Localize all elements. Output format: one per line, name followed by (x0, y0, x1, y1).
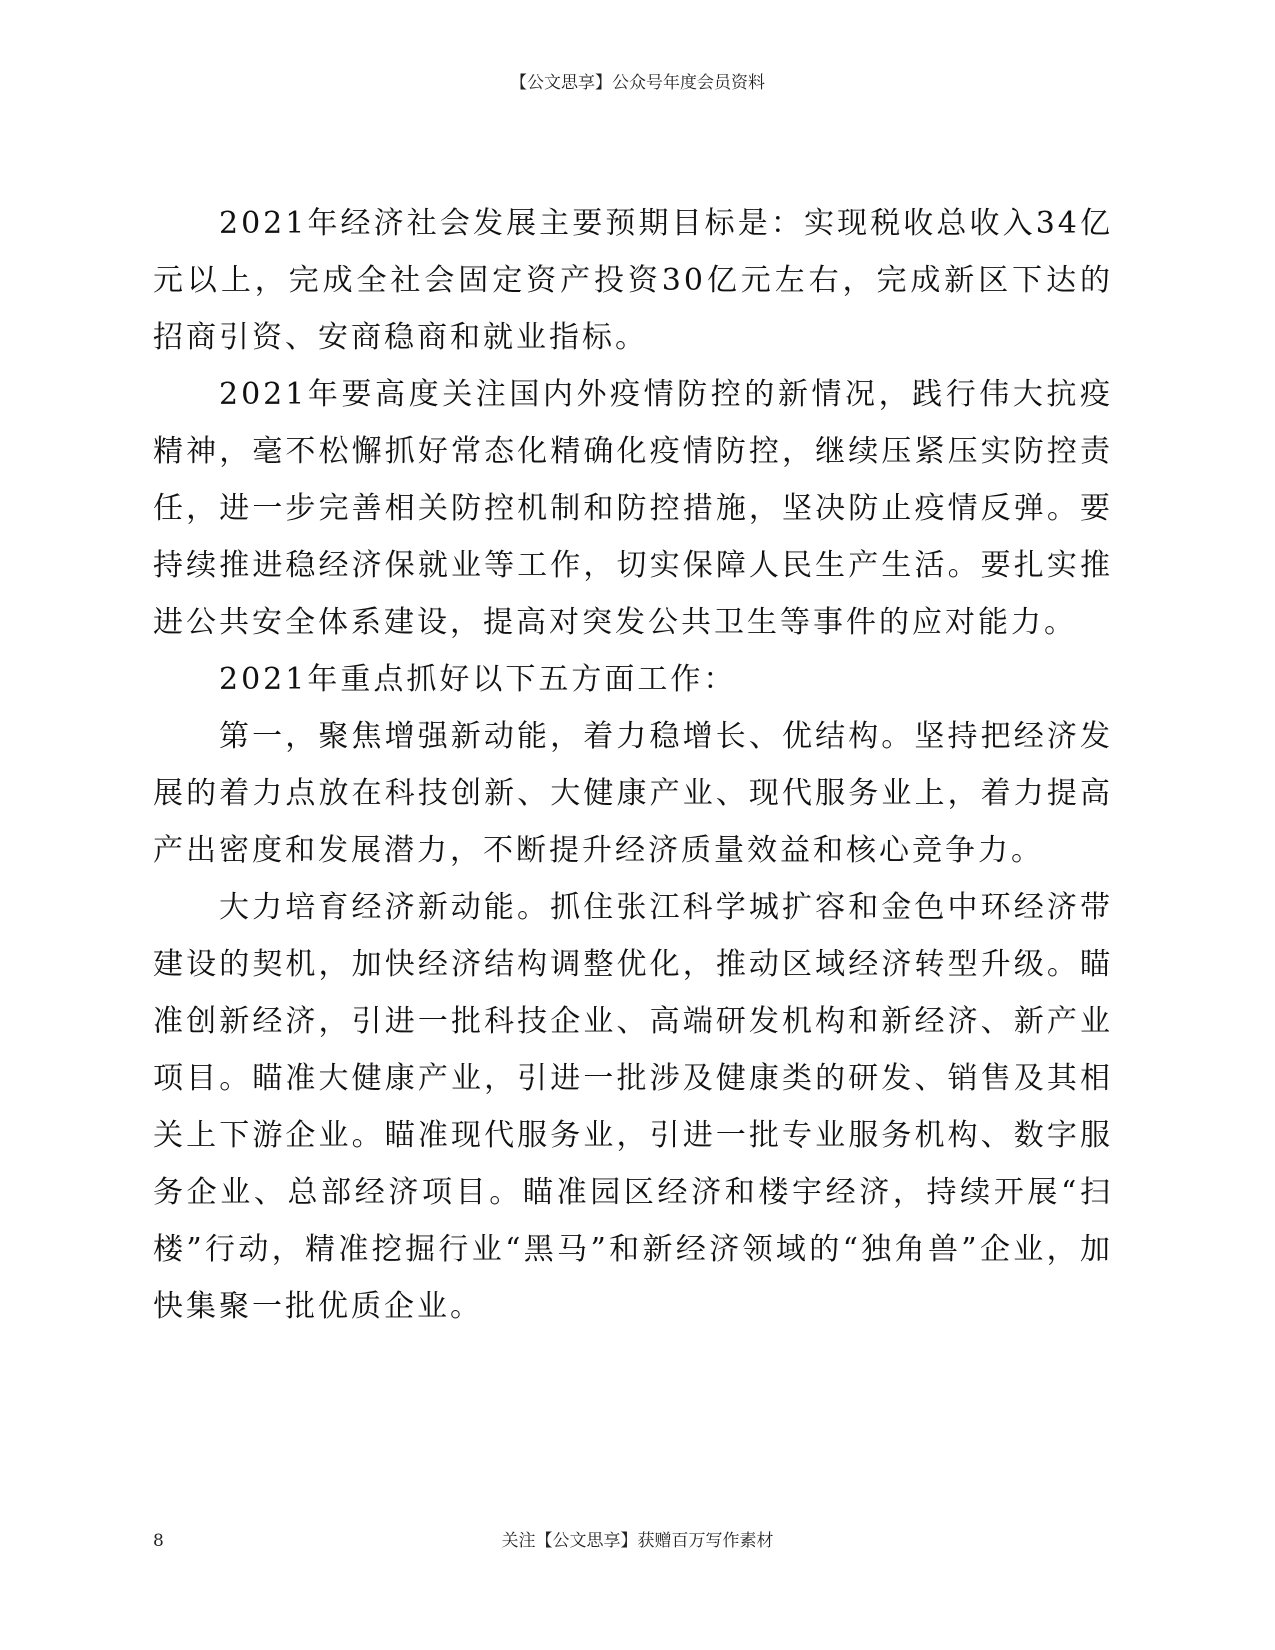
paragraph-targets: 2021年经济社会发展主要预期目标是：实现税收总收入34亿元以上，完成全社会固定资产投资30亿元左右，完成新区下达的招商引资、安商稳商和就业指标。 (153, 206, 1113, 355)
paragraph-epidemic-control: 2021年要高度关注国内外疫情防控的新情况，践行伟大抗疫精神，毫不松懈抓好常态化精确化疫情防控，继续压紧压实防控责任，进一步完善相关防控机制和防控措施，坚决防止疫情反弹。要持续推进稳经济保就业等工作，切实保障人民生产生活。要扎实推进公共安全体系建设，提高对突发公共卫生等事件的应对能力。 (153, 377, 1113, 640)
page-header: 【公文思享】公众号年度会员资料 (510, 73, 765, 93)
paragraph-first-task: 第一，聚焦增强新动能，着力稳增长、优结构。坚持把经济发展的着力点放在科技创新、大健康产业、现代服务业上，着力提高产出密度和发展潜力，不断提升经济质量效益和核心竞争力。 (153, 719, 1113, 868)
document-body (153, 195, 1113, 1335)
page-footer (0, 1530, 1275, 1554)
paragraph-key-tasks-intro: 2021年重点抓好以下五方面工作： (219, 662, 737, 697)
footer-text: 关注【公文思享】获赠百万写作素材 (501, 1531, 774, 1551)
page-number: 8 (153, 1531, 164, 1551)
paragraph-new-momentum: 大力培育经济新动能。抓住张江科学城扩容和金色中环经济带建设的契机，加快经济结构调整优化，推动区域经济转型升级。瞄准创新经济，引进一批科技企业、高端研发机构和新经济、新产业项目。瞄准大健康产业，引进一批涉及健康类的研发、销售及其相关上下游企业。瞄准现代服务业，引进一批专业服务机构、数字服务企业、总部经济项目。瞄准园区经济和楼宇经济，持续开展“扫楼”行动，精准挖掘行业“黑马”和新经济领域的“独角兽”企业，加快集聚一批优质企业。 (153, 890, 1113, 1324)
